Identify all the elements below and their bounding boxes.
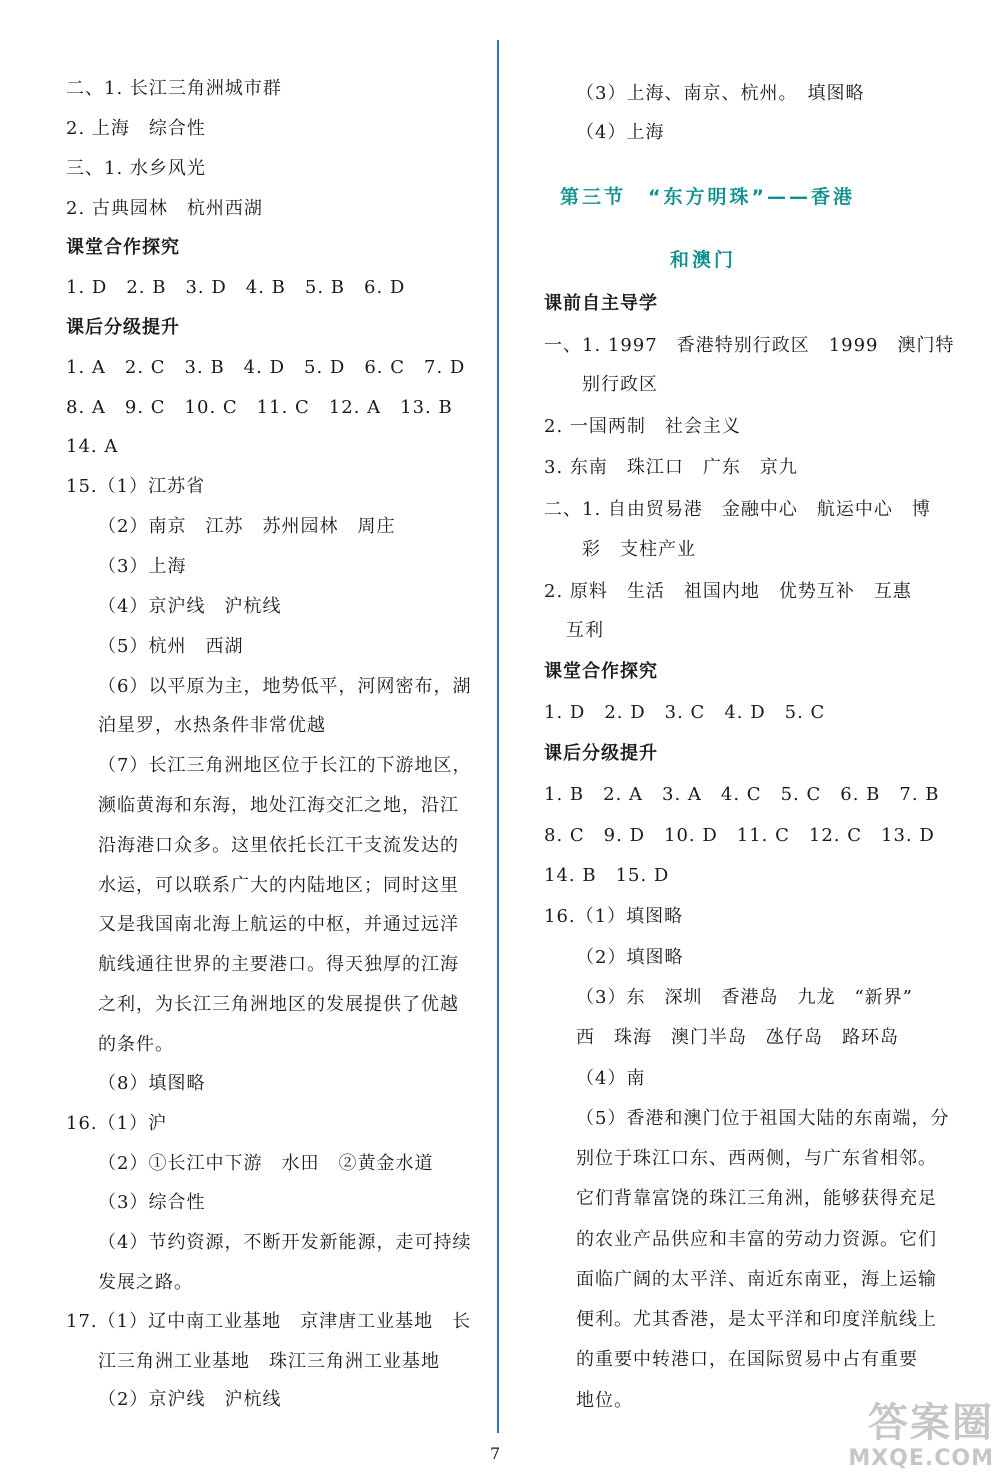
watermark-url: MXQE.COM <box>848 1446 994 1471</box>
answer-line: 发展之路。 <box>98 1272 193 1293</box>
answer-line: 15.（1）江苏省 <box>66 476 206 497</box>
watermark-logo <box>794 1400 994 1480</box>
answer-line: 17.（1）辽中南工业基地 京津唐工业基地 长 <box>66 1311 472 1332</box>
answer-line: 的重要中转港口，在国际贸易中占有重要 <box>576 1349 918 1370</box>
answer-line: 2. 一国两制 社会主义 <box>544 416 741 437</box>
answer-line: （4）节约资源，不断开发新能源，走可持续 <box>98 1232 472 1253</box>
subheading-classroom-inquiry: 课堂合作探究 <box>544 661 658 682</box>
answer-line: （3）上海 <box>98 556 187 577</box>
subheading-after-class: 课后分级提升 <box>544 743 658 764</box>
answer-line: 面临广阔的太平洋、南近东南亚，海上运输 <box>576 1269 937 1290</box>
answer-line: 16.（1）沪 <box>66 1113 168 1134</box>
answer-line: （4）京沪线 沪杭线 <box>98 596 282 617</box>
answer-line: 8. A 9. C 10. C 11. C 12. A 13. B <box>66 397 453 418</box>
answer-line: 2. 古典园林 杭州西湖 <box>66 198 263 219</box>
answer-line: 3. 东南 珠江口 广东 京九 <box>544 457 798 478</box>
answer-line: 濒临黄海和东海，地处江海交汇之地，沿江 <box>98 795 459 816</box>
answer-line: （2）京沪线 沪杭线 <box>98 1389 282 1410</box>
answer-line: 沿海港口众多。这里依托长江干支流发达的 <box>98 835 459 856</box>
answer-line: （8）填图略 <box>98 1073 206 1094</box>
answer-line: 14. A <box>66 436 119 457</box>
answer-line: 之利，为长江三角洲地区的发展提供了优越 <box>98 994 459 1015</box>
answer-line: 8. C 9. D 10. D 11. C 12. C 13. D <box>544 825 935 846</box>
answer-line: 江三角洲工业基地 珠江三角洲工业基地 <box>98 1351 440 1372</box>
answer-line: （2）填图略 <box>576 947 684 968</box>
answer-line: 地位。 <box>576 1390 633 1411</box>
answer-line: 14. B 15. D <box>544 865 670 886</box>
answer-line: 泊星罗，水热条件非常优越 <box>98 715 326 736</box>
answer-line: 又是我国南北海上航运的中枢，并通过远洋 <box>98 914 459 935</box>
answer-line: 三、1. 水乡风光 <box>66 158 206 179</box>
answer-line: 的条件。 <box>98 1034 174 1055</box>
section-title-line2: 和澳门 <box>670 249 737 271</box>
answer-line: 2. 原料 生活 祖国内地 优势互补 互惠 <box>544 581 912 602</box>
answer-line: （3）综合性 <box>98 1192 206 1213</box>
subheading-classroom-inquiry: 课堂合作探究 <box>66 237 180 258</box>
answer-line: 彩 支柱产业 <box>582 539 696 560</box>
answer-line: （4）南 <box>576 1068 646 1089</box>
answer-line: 互利 <box>566 620 604 641</box>
watermark-text: 答案圈 <box>868 1400 994 1446</box>
answer-line: （6）以平原为主，地势低平，河网密布，湖 <box>98 676 472 697</box>
answer-line: 1. D 2. B 3. D 4. B 5. B 6. D <box>66 277 406 298</box>
answer-line: （5）香港和澳门位于祖国大陆的东南端，分 <box>576 1108 950 1129</box>
answer-line: （2）南京 江苏 苏州园林 周庄 <box>98 516 396 537</box>
page-number: 7 <box>490 1444 501 1463</box>
subheading-pre-class: 课前自主导学 <box>544 293 658 314</box>
answer-line: 1. B 2. A 3. A 4. C 5. C 6. B 7. B <box>544 784 940 805</box>
answer-line: 便利。尤其香港，是太平洋和印度洋航线上 <box>576 1309 937 1330</box>
subheading-after-class: 课后分级提升 <box>66 317 180 338</box>
answer-line: 的农业产品供应和丰富的劳动力资源。它们 <box>576 1229 937 1250</box>
answer-line: （4）上海 <box>576 122 665 143</box>
answer-line: 一、1. 1997 香港特别行政区 1999 澳门特 <box>544 335 955 356</box>
answer-line: 16.（1）填图略 <box>544 906 684 927</box>
answer-line: （3）上海、南京、杭州。 填图略 <box>576 83 865 104</box>
answer-line: 它们背靠富饶的珠江三角洲，能够获得充足 <box>576 1188 937 1209</box>
answer-line: 2. 上海 综合性 <box>66 118 206 139</box>
answer-line: 二、1. 长江三角洲城市群 <box>66 78 282 99</box>
answer-line: 1. D 2. D 3. C 4. D 5. C <box>544 702 826 723</box>
answer-line: 水运，可以联系广大的内陆地区；同时这里 <box>98 875 459 896</box>
answer-line: （7）长江三角洲地区位于长江的下游地区， <box>98 755 472 776</box>
answer-line: 1. A 2. C 3. B 4. D 5. D 6. C 7. D <box>66 357 466 378</box>
answer-line: （2）①长江中下游 水田 ②黄金水道 <box>98 1153 434 1174</box>
answer-line: （5）杭州 西湖 <box>98 636 244 657</box>
answer-line: 西 珠海 澳门半岛 氹仔岛 路环岛 <box>576 1027 899 1048</box>
column-divider <box>497 40 499 1433</box>
answer-line: 别位于珠江口东、西两侧，与广东省相邻。 <box>576 1148 937 1169</box>
answer-line: 航线通往世界的主要港口。得天独厚的江海 <box>98 954 459 975</box>
section-title-line1: 第三节 “东方明珠”——香港 <box>560 186 855 208</box>
answer-line: 二、1. 自由贸易港 金融中心 航运中心 博 <box>544 499 931 520</box>
answer-line: （3）东 深圳 香港岛 九龙 “新界” <box>576 987 913 1008</box>
answer-line: 别行政区 <box>582 374 658 395</box>
